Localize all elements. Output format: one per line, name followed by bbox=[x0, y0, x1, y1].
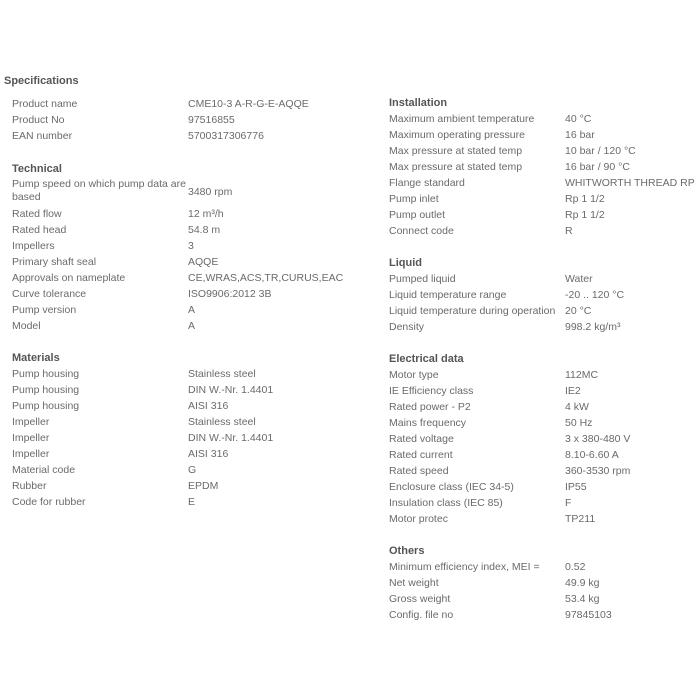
spec-value: 54.8 m bbox=[188, 224, 221, 236]
spec-value: Stainless steel bbox=[188, 368, 256, 380]
spec-row-insulation-class-iec-85 bbox=[389, 495, 700, 511]
spec-value: 10 bar / 120 °C bbox=[565, 145, 636, 157]
spec-row-motor-type bbox=[389, 367, 700, 383]
section-product-info bbox=[12, 96, 342, 144]
spec-label: Config. file no bbox=[389, 609, 454, 621]
section-materials bbox=[12, 350, 342, 510]
spec-label: Enclosure class (IEC 34-5) bbox=[389, 481, 514, 493]
section-title: Installation bbox=[389, 97, 448, 109]
spec-value: Water bbox=[565, 273, 593, 285]
spec-value: CME10-3 A-R-G-E-AQQE bbox=[188, 98, 309, 110]
spec-row-material-code bbox=[12, 462, 342, 478]
spec-row-pump-housing bbox=[12, 366, 342, 382]
spec-label: Maximum ambient temperature bbox=[389, 113, 535, 125]
spec-label: Net weight bbox=[389, 577, 439, 589]
spec-row-pump-version bbox=[12, 302, 342, 318]
spec-row-mains-frequency bbox=[389, 415, 700, 431]
spec-label: Curve tolerance bbox=[12, 288, 87, 300]
spec-row-impellers bbox=[12, 238, 342, 254]
spec-label: Material code bbox=[12, 464, 76, 476]
spec-value: Rp 1 1/2 bbox=[565, 193, 605, 205]
spec-row-maximum-operating-pressure bbox=[389, 127, 700, 143]
spec-label: Pump version bbox=[12, 304, 77, 316]
spec-value: 3 x 380-480 V bbox=[565, 433, 631, 445]
spec-value: AISI 316 bbox=[188, 448, 229, 460]
spec-label: Rated voltage bbox=[389, 433, 454, 445]
section-title: Electrical data bbox=[389, 353, 464, 365]
spec-label: Liquid temperature during operation bbox=[389, 305, 556, 317]
spec-row-curve-tolerance bbox=[12, 286, 342, 302]
spec-value: 5700317306776 bbox=[188, 130, 264, 142]
spec-value: 112MC bbox=[565, 369, 599, 381]
spec-value: 97516855 bbox=[188, 114, 235, 126]
section-title: Liquid bbox=[389, 257, 422, 269]
spec-label: Product No bbox=[12, 114, 65, 126]
spec-label: Liquid temperature range bbox=[389, 289, 507, 301]
spec-row-motor-protec bbox=[389, 511, 700, 527]
spec-value: 0.52 bbox=[565, 561, 586, 573]
section-others bbox=[389, 543, 700, 623]
spec-label: Density bbox=[389, 321, 425, 333]
spec-label: Flange standard bbox=[389, 177, 465, 189]
spec-label: Rubber bbox=[12, 480, 47, 492]
spec-row-pump-outlet bbox=[389, 207, 700, 223]
section-installation bbox=[389, 95, 700, 239]
spec-value: 16 bar / 90 °C bbox=[565, 161, 630, 173]
spec-row-code-for-rubber bbox=[12, 494, 342, 510]
spec-value: 53.4 kg bbox=[565, 593, 600, 605]
spec-row-approvals-on-nameplate bbox=[12, 270, 342, 286]
spec-row-pump-speed-on-which-pump-data-are-based bbox=[12, 177, 342, 206]
spec-row-max-pressure-at-stated-temp bbox=[389, 143, 700, 159]
spec-row-gross-weight bbox=[389, 591, 700, 607]
spec-value: 49.9 kg bbox=[565, 577, 600, 589]
spec-label: Max pressure at stated temp bbox=[389, 161, 523, 173]
spec-label: Rated power - P2 bbox=[389, 401, 471, 413]
spec-label: Impeller bbox=[12, 448, 50, 460]
spec-row-model bbox=[12, 318, 342, 334]
section-title: Materials bbox=[12, 352, 60, 364]
spec-row-minimum-efficiency-index-mei bbox=[389, 559, 700, 575]
spec-label: Approvals on nameplate bbox=[12, 272, 126, 284]
spec-value: EPDM bbox=[188, 480, 219, 492]
spec-value: 16 bar bbox=[565, 129, 595, 141]
spec-label: Pump inlet bbox=[389, 193, 439, 205]
spec-value: Stainless steel bbox=[188, 416, 256, 428]
spec-value: R bbox=[565, 225, 573, 237]
spec-value: 12 m³/h bbox=[188, 208, 224, 220]
spec-row-impeller bbox=[12, 430, 342, 446]
spec-value: DIN W.-Nr. 1.4401 bbox=[188, 432, 274, 444]
spec-label: Rated speed bbox=[389, 465, 449, 477]
spec-value: 360-3530 rpm bbox=[565, 465, 631, 477]
spec-label: Impeller bbox=[12, 416, 50, 428]
spec-label: Rated head bbox=[12, 224, 67, 236]
spec-value: A bbox=[188, 304, 196, 316]
spec-value: 50 Hz bbox=[565, 417, 593, 429]
spec-value: AQQE bbox=[188, 256, 219, 268]
spec-label: Pump outlet bbox=[389, 209, 446, 221]
spec-row-pumped-liquid bbox=[389, 271, 700, 287]
spec-row-liquid-temperature-during-operation bbox=[389, 303, 700, 319]
spec-value: 998.2 kg/m³ bbox=[565, 321, 621, 333]
spec-value: 20 °C bbox=[565, 305, 592, 317]
spec-label: Model bbox=[12, 320, 41, 332]
spec-value: 97845103 bbox=[565, 609, 612, 621]
spec-row-flange-standard bbox=[389, 175, 700, 191]
spec-label: Rated flow bbox=[12, 208, 62, 220]
spec-value: 8.10-6.60 A bbox=[565, 449, 619, 461]
spec-value: Rp 1 1/2 bbox=[565, 209, 605, 221]
spec-row-enclosure-class-iec-34-5 bbox=[389, 479, 700, 495]
spec-value: G bbox=[188, 464, 197, 476]
spec-label: EAN number bbox=[12, 130, 73, 142]
spec-label: Max pressure at stated temp bbox=[389, 145, 523, 157]
spec-label: Pump speed on which pump data are based bbox=[12, 178, 186, 203]
spec-row-rated-flow bbox=[12, 206, 342, 222]
spec-value: CE,WRAS,ACS,TR,CURUS,EAC bbox=[188, 272, 344, 284]
spec-value: A bbox=[188, 320, 196, 332]
spec-label: Motor type bbox=[389, 369, 439, 381]
spec-row-rated-head bbox=[12, 222, 342, 238]
spec-label: IE Efficiency class bbox=[389, 385, 474, 397]
spec-row-rubber bbox=[12, 478, 342, 494]
spec-label: Pump housing bbox=[12, 368, 80, 380]
spec-row-ean-number bbox=[12, 128, 342, 144]
spec-value: TP211 bbox=[565, 513, 596, 525]
spec-value: -20 .. 120 °C bbox=[565, 289, 625, 301]
spec-value: E bbox=[188, 496, 196, 508]
spec-row-net-weight bbox=[389, 575, 700, 591]
spec-label: Code for rubber bbox=[12, 496, 86, 508]
left-column bbox=[12, 96, 342, 526]
spec-row-impeller bbox=[12, 414, 342, 430]
spec-row-rated-current bbox=[389, 447, 700, 463]
section-liquid bbox=[389, 255, 700, 335]
section-electrical-data bbox=[389, 351, 700, 527]
spec-row-connect-code bbox=[389, 223, 700, 239]
spec-value: 3480 rpm bbox=[188, 185, 233, 198]
page-title: Specifications bbox=[4, 75, 79, 87]
spec-row-rated-power-p2 bbox=[389, 399, 700, 415]
spec-label: Mains frequency bbox=[389, 417, 467, 429]
spec-row-density bbox=[389, 319, 700, 335]
spec-value: IE2 bbox=[565, 385, 581, 397]
spec-label: Primary shaft seal bbox=[12, 256, 97, 268]
spec-label: Impellers bbox=[12, 240, 55, 252]
spec-row-rated-voltage bbox=[389, 431, 700, 447]
spec-label: Minimum efficiency index, MEI = bbox=[389, 561, 540, 573]
spec-label: Pump housing bbox=[12, 384, 80, 396]
spec-row-liquid-temperature-range bbox=[389, 287, 700, 303]
spec-value: DIN W.-Nr. 1.4401 bbox=[188, 384, 274, 396]
spec-value: AISI 316 bbox=[188, 400, 229, 412]
spec-row-product-name bbox=[12, 96, 342, 112]
spec-value: 4 kW bbox=[565, 401, 589, 413]
spec-row-pump-housing bbox=[12, 382, 342, 398]
spec-row-pump-inlet bbox=[389, 191, 700, 207]
spec-value: IP55 bbox=[565, 481, 587, 493]
spec-row-ie-efficiency-class bbox=[389, 383, 700, 399]
spec-row-max-pressure-at-stated-temp bbox=[389, 159, 700, 175]
section-title: Technical bbox=[12, 163, 62, 175]
spec-value: WHITWORTH THREAD RP bbox=[565, 177, 695, 189]
spec-row-impeller bbox=[12, 446, 342, 462]
spec-row-maximum-ambient-temperature bbox=[389, 111, 700, 127]
spec-row-primary-shaft-seal bbox=[12, 254, 342, 270]
spec-label: Pump housing bbox=[12, 400, 80, 412]
spec-label: Impeller bbox=[12, 432, 50, 444]
spec-value: 40 °C bbox=[565, 113, 592, 125]
spec-row-pump-housing bbox=[12, 398, 342, 414]
spec-label: Connect code bbox=[389, 225, 454, 237]
spec-label: Maximum operating pressure bbox=[389, 129, 525, 141]
spec-label: Motor protec bbox=[389, 513, 448, 525]
spec-label: Pumped liquid bbox=[389, 273, 456, 285]
spec-label: Rated current bbox=[389, 449, 453, 461]
spec-label: Product name bbox=[12, 98, 78, 110]
section-title: Others bbox=[389, 545, 425, 557]
section-technical bbox=[12, 161, 342, 334]
spec-row-config-file-no bbox=[389, 607, 700, 623]
spec-label: Insulation class (IEC 85) bbox=[389, 497, 503, 509]
spec-value: F bbox=[565, 497, 572, 509]
spec-row-product-no bbox=[12, 112, 342, 128]
spec-label: Gross weight bbox=[389, 593, 451, 605]
spec-row-rated-speed bbox=[389, 463, 700, 479]
spec-value: 3 bbox=[188, 240, 194, 252]
right-column bbox=[389, 95, 700, 639]
spec-value: ISO9906:2012 3B bbox=[188, 288, 272, 300]
